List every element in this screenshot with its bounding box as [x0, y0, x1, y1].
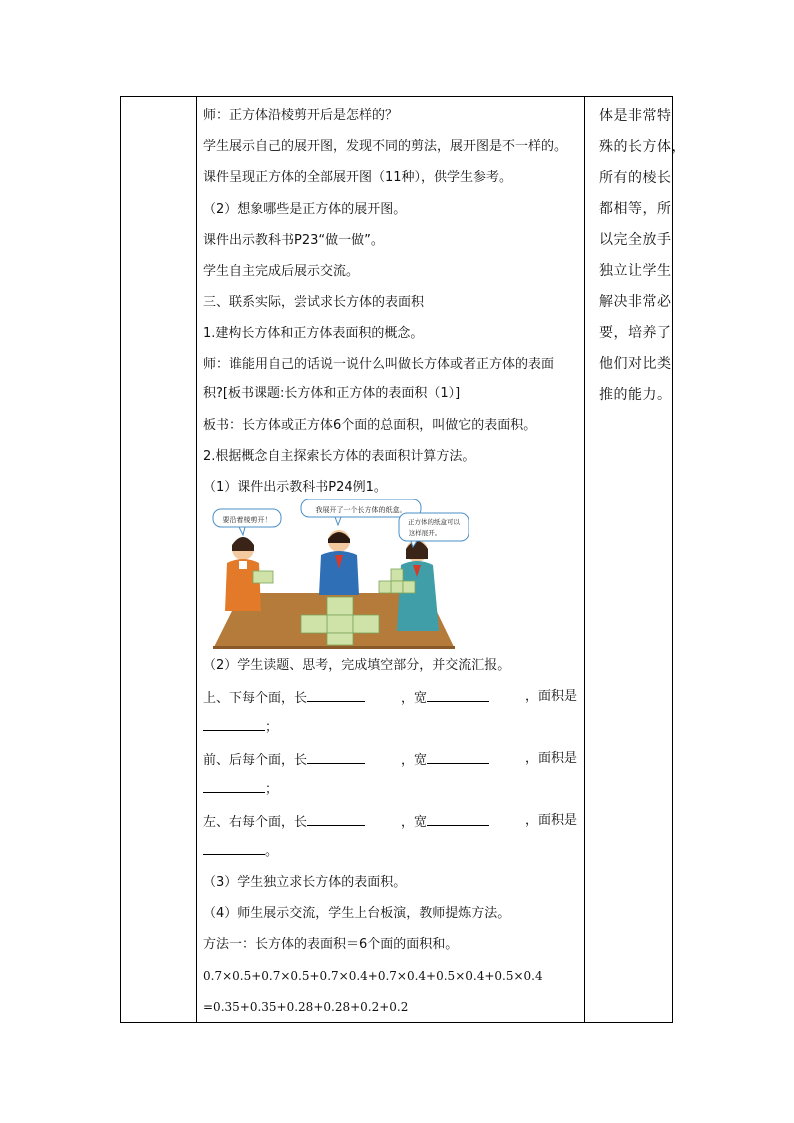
text-line: 积?[板书课题:长方体和正方体的表面积（1）] — [203, 386, 461, 401]
fill-blank-row: 左、右每个面，长 ，宽 ，面积是 — [203, 813, 577, 830]
text-line: 板书：长方体或正方体6个面的总面积，叫做它的表面积。 — [203, 418, 537, 433]
fill-blank-row: 。 — [203, 841, 589, 861]
fill-blank-row: ； — [203, 779, 589, 799]
text-line: 学生自主完成后展示交流。 — [203, 264, 360, 279]
classroom-illustration — [203, 499, 469, 649]
svg-text:我展开了一个长方体的纸盒。: 我展开了一个长方体的纸盒。 — [315, 506, 407, 514]
blank-width[interactable] — [427, 688, 489, 702]
formula-line: 0.7×0.5+0.7×0.5+0.7×0.4+0.7×0.4+0.5×0.4+0.5×0.4 — [203, 969, 543, 983]
section-heading: 三、联系实际，尝试求长方体的表面积 — [203, 295, 425, 310]
text-line: 方法一：长方体的表面积＝6个面的面积和。 — [203, 937, 459, 952]
text-line: 学生展示自己的展开图，发现不同的剪法，展开图是不一样的。 — [203, 139, 568, 154]
column-divider — [196, 97, 197, 1022]
svg-text:要沿着棱剪开！: 要沿着棱剪开！ — [222, 516, 272, 524]
blank-width[interactable] — [427, 812, 489, 826]
blank-width[interactable] — [427, 750, 489, 764]
text-line: （3）学生独立求长方体的表面积。 — [203, 875, 407, 890]
fill-blank-row: 前、后每个面，长 ，宽 ，面积是 — [203, 751, 577, 768]
blank-length[interactable] — [307, 750, 365, 764]
text-line: 师：正方体沿棱剪开后是怎样的？ — [203, 108, 399, 123]
text-line: （1）课件出示教科书P24例1。 — [203, 480, 387, 495]
fill-blank-row: 上、下每个面，长 ，宽 ，面积是 — [203, 689, 577, 706]
blank-length[interactable] — [307, 812, 365, 826]
text-line: （4）师生展示交流，学生上台板演，教师提炼方法。 — [203, 906, 511, 921]
lesson-table: 师：正方体沿棱剪开后是怎样的？ 学生展示自己的展开图，发现不同的剪法，展开图是不一样的。 课件呈现正方体的全部展开图（11种），供学生参考。 （2）想象哪些是正方体的展开图。 课件出示教科书P23“做一做”。 学生自主完成后展示交流。 三、联系实际，尝试求长方体的表面积 1.建构长方体和正方体表面积的概念。 师：谁能用自己的话说一说什么叫做长方体或者正方体的表面 积?[板书课题:长方体和正方体的表面积（1）] 板书：长方体或正方体6个面的总面积，叫做它的表面积。 2.根据概念自主探索长方体的表面积计算方法。 （1）课件出示教科书P24例1。 （2）学生读题、思考，完成填空部分，并交流汇报。 上、下每个面，长 ，宽 ，面积是 ； 前、后每个面，长 ，宽 ，面积是 ； 左、右每个面，长 ，宽 ，面积是 。 （3）学生独立求长方体的表面积。 （4）师生展示交流，学生上台板演，教师提炼方法。 方法一：长方体的表面积＝6个面的面积和。 0.7×0.5+0.7×0.5+0.7×0.4+0.7×0.4+0.5×0.4+0.5×0.4 =0.35+0.35+0.28+0.28+0.2+0.2 体是非常特 殊的长方体， 所有的棱长 都相等，所 以完全放手 独立让学生 解决非常必 要，培养了 他们对比类 推的能力。 要沿着棱剪开！ 我展开了一个长方体的纸盒。 正方体的纸盒可以 这样展开。 — [120, 96, 673, 1023]
blank-area[interactable] — [203, 717, 265, 731]
fill-blank-row: ； — [203, 717, 589, 737]
svg-text:正方体的纸盒可以: 正方体的纸盒可以 — [408, 518, 460, 526]
text-line: 师：谁能用自己的话说一说什么叫做长方体或者正方体的表面 — [203, 357, 555, 372]
blank-length[interactable] — [307, 688, 365, 702]
text-line: （2）学生读题、思考，完成填空部分，并交流汇报。 — [203, 658, 511, 673]
svg-text:这样展开。: 这样展开。 — [408, 529, 442, 537]
text-line: 课件呈现正方体的全部展开图（11种），供学生参考。 — [203, 170, 513, 185]
text-line: （2）想象哪些是正方体的展开图。 — [203, 202, 407, 217]
unfolded-box-net — [327, 597, 353, 615]
text-line: 1.建构长方体和正方体表面积的概念。 — [203, 326, 424, 341]
text-line: 课件出示教科书P23“做一做”。 — [203, 233, 384, 248]
text-line: 2.根据概念自主探索长方体的表面积计算方法。 — [203, 449, 476, 464]
blank-area[interactable] — [203, 779, 265, 793]
blank-area[interactable] — [203, 841, 265, 855]
formula-line: =0.35+0.35+0.28+0.28+0.2+0.2 — [203, 1000, 409, 1014]
